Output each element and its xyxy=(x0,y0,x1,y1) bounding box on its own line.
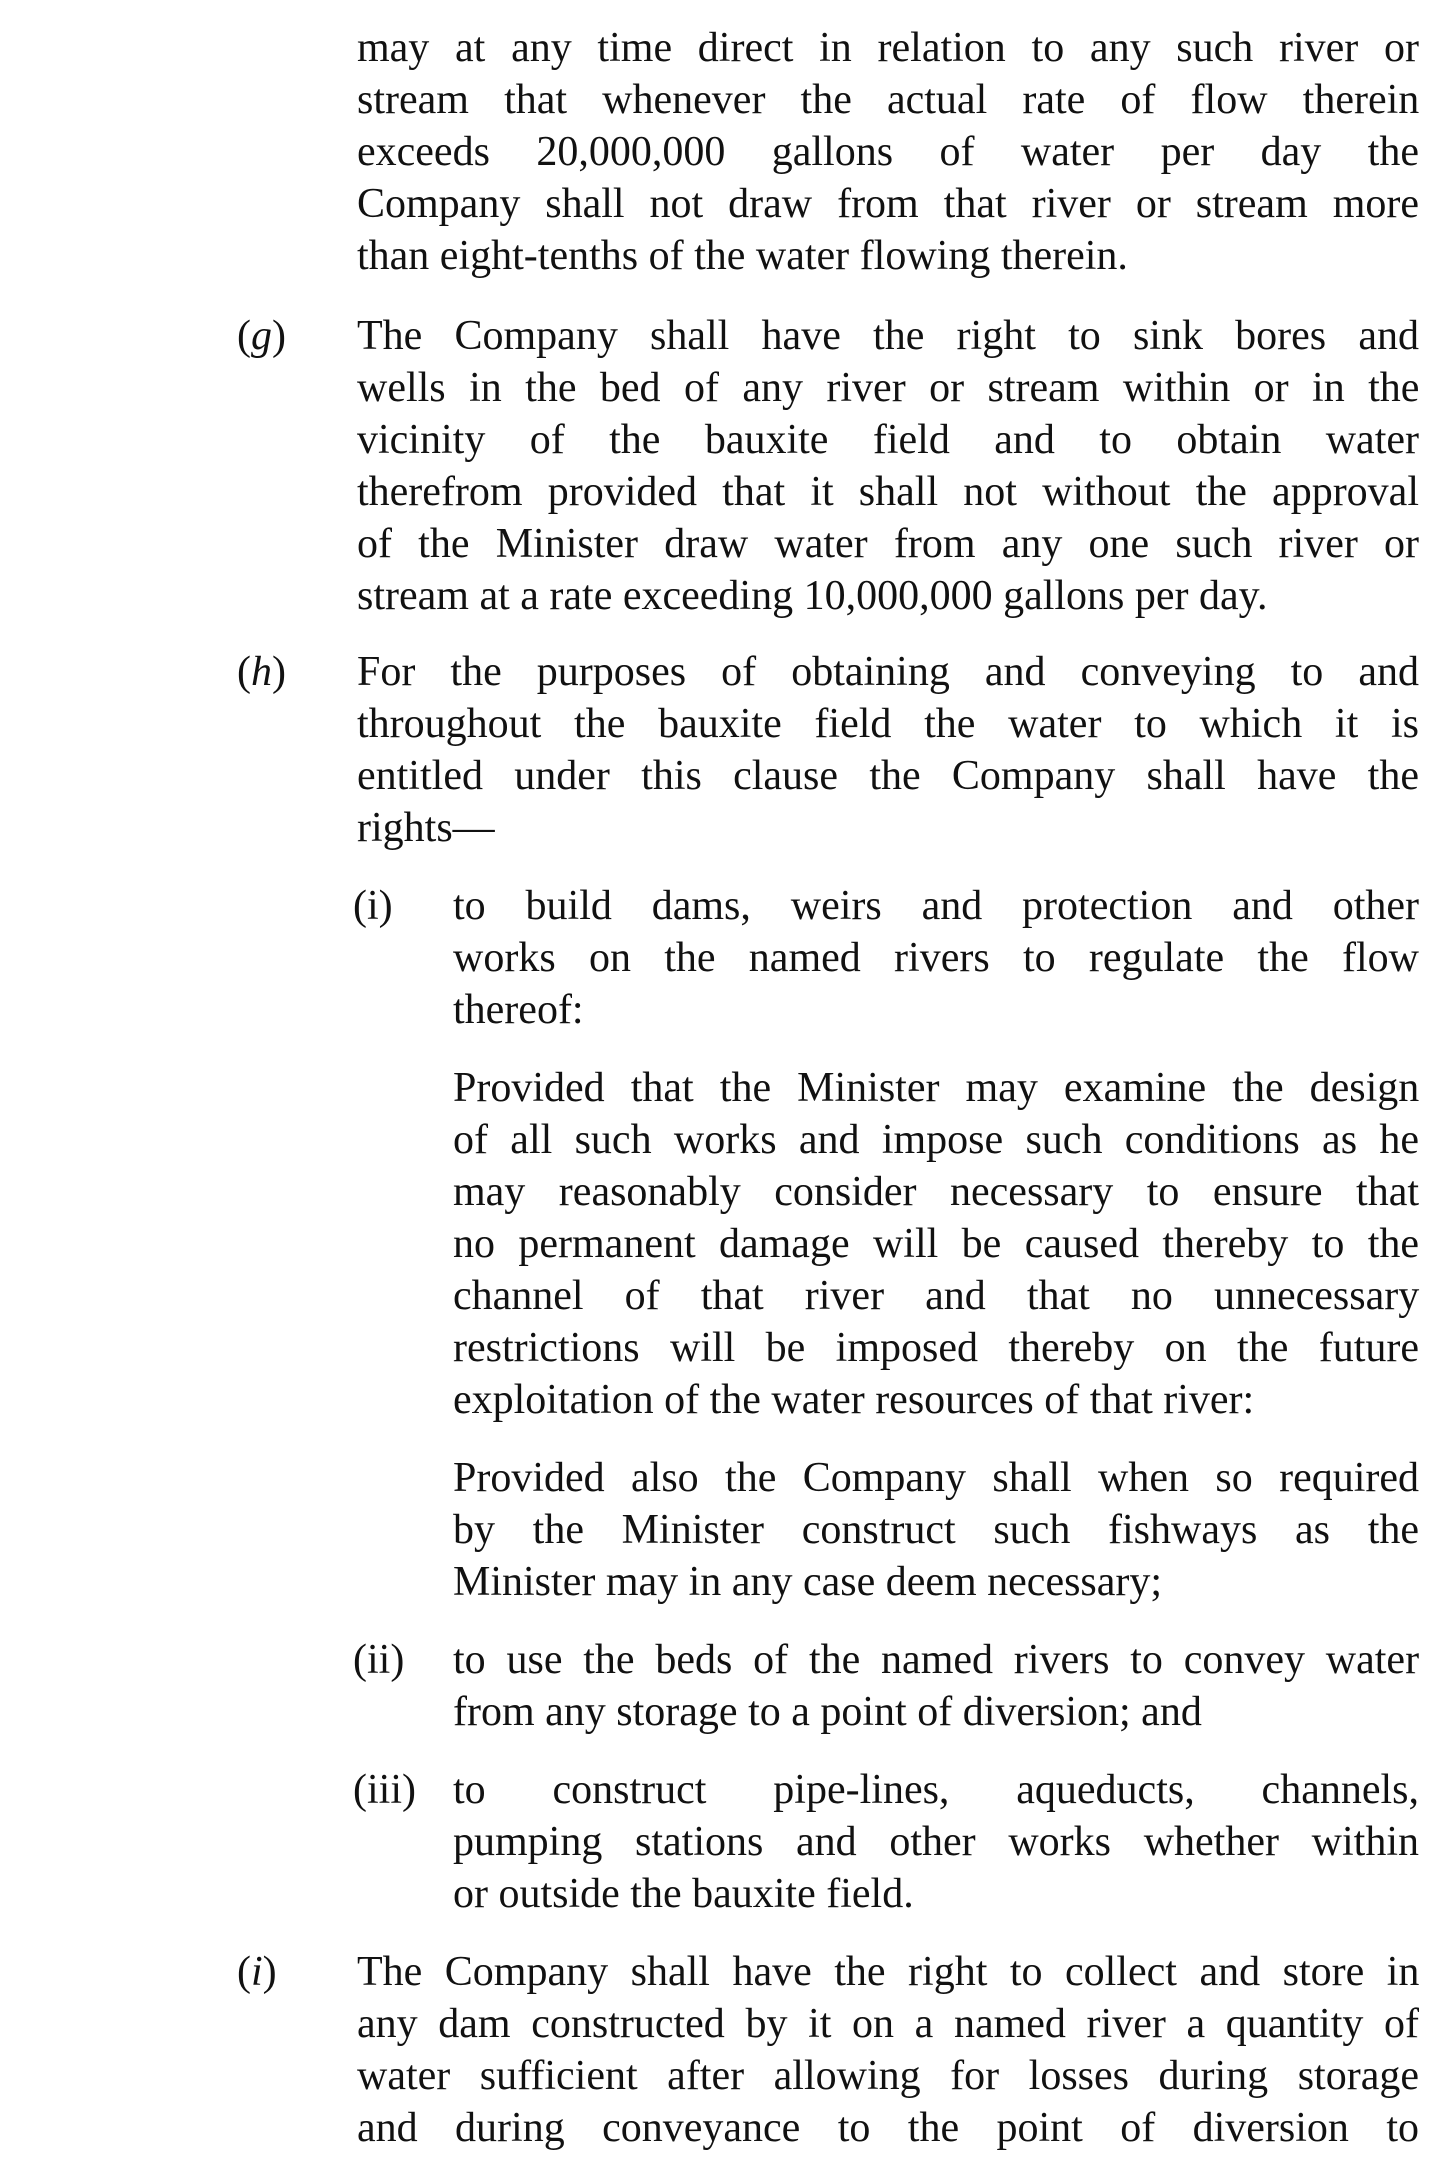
text-line: or outside the bauxite field. xyxy=(453,1871,914,1917)
opening-paragraph xyxy=(357,22,1419,282)
text-line: The Company shall have the right to sink bores and xyxy=(357,313,1419,359)
text-line: Company shall not draw from that river or stream more xyxy=(357,181,1419,227)
text-line: than eight-tenths of the water flowing therein. xyxy=(357,233,1128,279)
text-line: water sufficient after allowing for losses during storage xyxy=(357,2053,1419,2099)
text-line: pumping stations and other works whether within xyxy=(453,1819,1419,1865)
text-line: stream that whenever the actual rate of flow therein xyxy=(357,77,1420,123)
subclause-label-ii: (ii) xyxy=(353,1637,405,1683)
text-line: restrictions will be imposed thereby on the future xyxy=(453,1325,1419,1371)
text-line: Minister may in any case deem necessary; xyxy=(453,1559,1163,1605)
clause-label-g: (g) xyxy=(237,313,286,359)
text-line: For the purposes of obtaining and conveying to and xyxy=(357,649,1419,695)
subclause-label-i: (i) xyxy=(353,883,393,929)
text-line: therefrom provided that it shall not without the approval xyxy=(357,469,1419,515)
text-line: by the Minister construct such fishways as the xyxy=(453,1507,1419,1553)
text-line: thereof: xyxy=(453,987,584,1033)
proviso-paragraph xyxy=(453,1452,1419,1608)
text-line: throughout the bauxite field the water to which it is xyxy=(357,701,1419,747)
subclause-label-iii: (iii) xyxy=(353,1767,416,1813)
text-line: exploitation of the water resources of that river: xyxy=(453,1377,1255,1423)
text-line: entitled under this clause the Company shall have the xyxy=(357,753,1419,799)
text-line: and during conveyance to the point of diversion to xyxy=(357,2105,1419,2151)
proviso-paragraph xyxy=(453,1062,1419,1426)
text-line: Provided also the Company shall when so required xyxy=(453,1455,1420,1501)
text-line: to build dams, weirs and protection and other xyxy=(453,883,1419,929)
text-line: channel of that river and that no unnecessary xyxy=(453,1273,1420,1319)
text-line: stream at a rate exceeding 10,000,000 gallons per day. xyxy=(357,573,1268,619)
text-line: rights— xyxy=(357,805,495,851)
text-line: works on the named rivers to regulate the flow xyxy=(453,935,1419,981)
clause-i-text xyxy=(357,1946,1419,2154)
text-line: exceeds 20,000,000 gallons of water per day the xyxy=(357,129,1419,175)
subclause-iii-text xyxy=(453,1764,1419,1920)
subclause-i-text xyxy=(453,880,1419,1036)
clause-h-text xyxy=(357,646,1419,854)
text-line: vicinity of the bauxite field and to obtain water xyxy=(357,417,1419,463)
text-line: no permanent damage will be caused thereby to the xyxy=(453,1221,1420,1267)
text-line: from any storage to a point of diversion; and xyxy=(453,1689,1202,1735)
clause-g-text xyxy=(357,310,1419,622)
text-line: to construct pipe-lines, aqueducts, channels, xyxy=(453,1767,1419,1813)
text-line: The Company shall have the right to collect and store in xyxy=(357,1949,1420,1995)
subclause-ii-text xyxy=(453,1634,1419,1738)
text-line: to use the beds of the named rivers to convey water xyxy=(453,1637,1420,1683)
text-line: of the Minister draw water from any one such river or xyxy=(357,521,1420,567)
text-line: Provided that the Minister may examine the design xyxy=(453,1065,1420,1111)
text-line: of all such works and impose such conditions as he xyxy=(453,1117,1419,1163)
text-line: wells in the bed of any river or stream within or in the xyxy=(357,365,1420,411)
text-line: any dam constructed by it on a named river a quantity of xyxy=(357,2001,1419,2047)
clause-label-h: (h) xyxy=(237,649,286,695)
text-line: may reasonably consider necessary to ensure that xyxy=(453,1169,1420,1215)
clause-label-i: (i) xyxy=(237,1949,277,1995)
text-line: may at any time direct in relation to any such river or xyxy=(357,25,1419,71)
